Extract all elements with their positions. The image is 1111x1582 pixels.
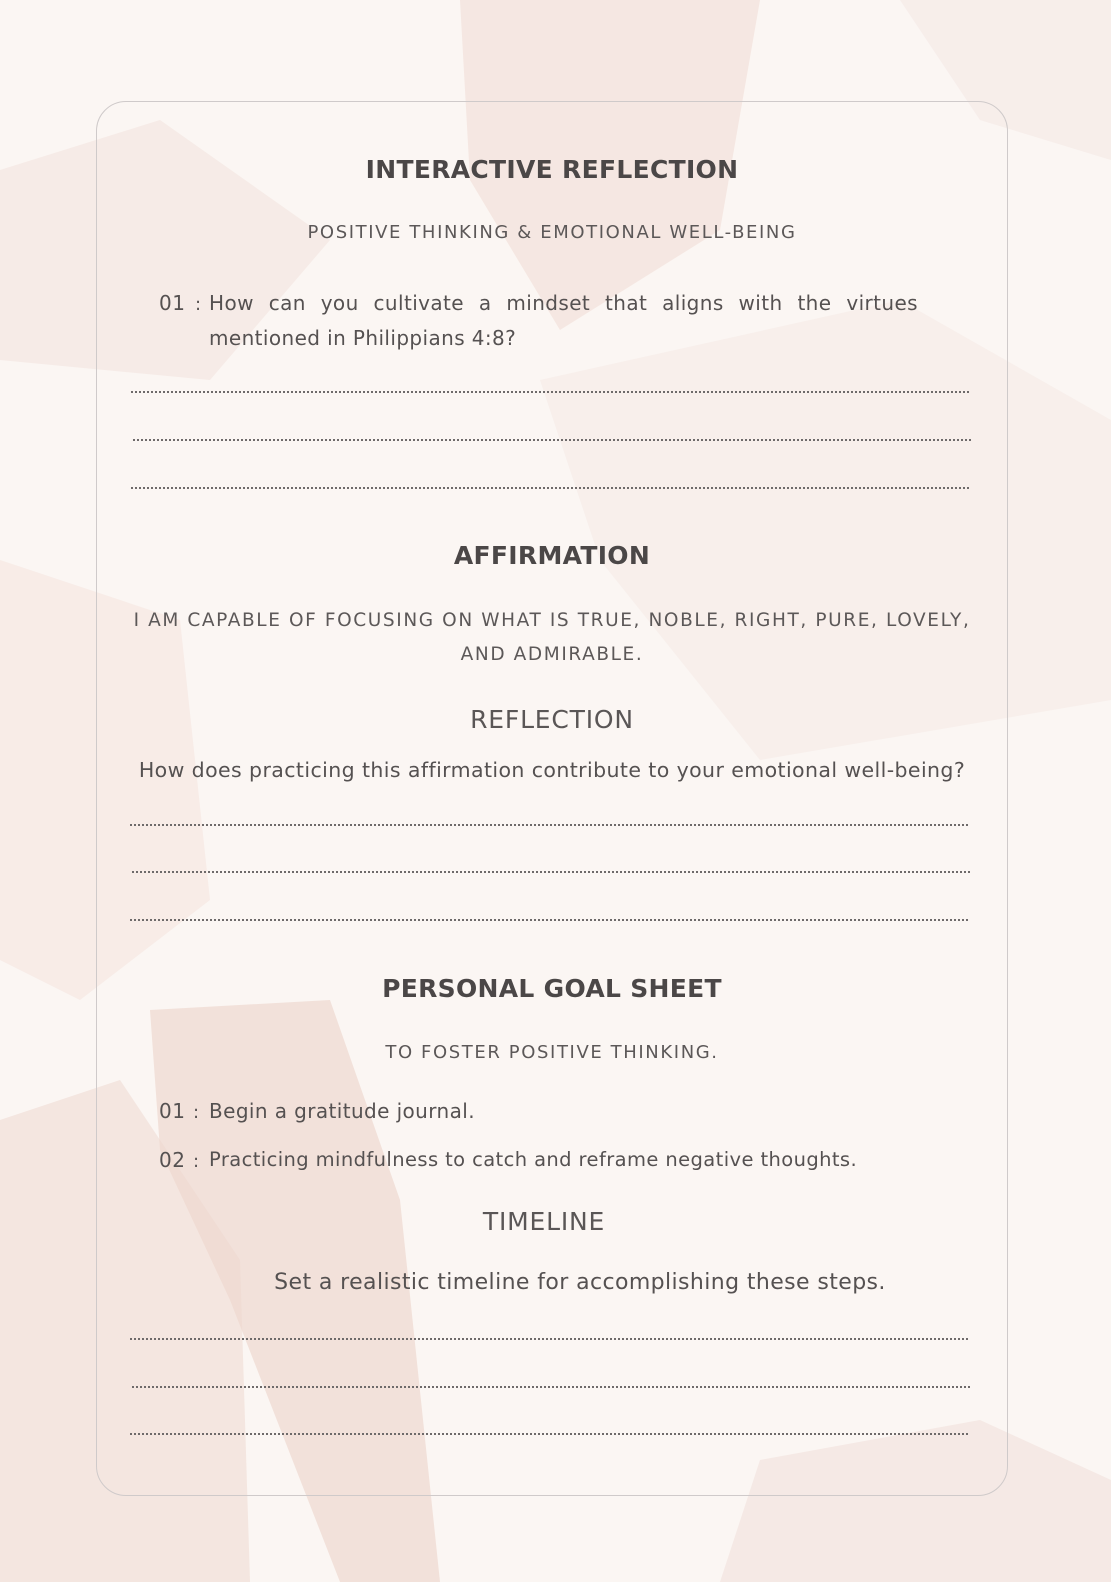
section-title-personal-goal-sheet: PERSONAL GOAL SHEET <box>382 974 722 1003</box>
step-number: 02 <box>159 1148 186 1172</box>
answer-line[interactable] <box>132 1386 970 1388</box>
question-separator: : <box>195 294 202 315</box>
section-title-reflection: REFLECTION <box>470 705 634 734</box>
answer-line[interactable] <box>130 919 968 921</box>
section-title-interactive-reflection: INTERACTIVE REFLECTION <box>365 155 739 184</box>
step-text: Practicing mindfulness to catch and reframe negative thoughts. <box>209 1148 858 1171</box>
question-text-line-2: mentioned in Philippians 4:8? <box>209 326 517 350</box>
affirmation-text-line-1: I AM CAPABLE OF FOCUSING ON WHAT IS TRUE, NOBLE, RIGHT, PURE, LOVELY, <box>133 610 971 631</box>
section-title-affirmation: AFFIRMATION <box>453 541 651 570</box>
answer-line[interactable] <box>130 1338 968 1340</box>
answer-line[interactable] <box>131 391 969 393</box>
step-number: 01 <box>159 1099 186 1123</box>
section-subtitle: POSITIVE THINKING & EMOTIONAL WELL-BEING <box>307 222 797 243</box>
answer-line[interactable] <box>130 824 968 826</box>
affirmation-text-line-2: AND ADMIRABLE. <box>460 644 644 665</box>
answer-line[interactable] <box>131 487 969 489</box>
reflection-prompt: How does practicing this affirmation contribute to your emotional well-being? <box>138 758 966 782</box>
section-title-timeline: TIMELINE <box>482 1207 606 1236</box>
timeline-prompt: Set a realistic timeline for accomplishing these steps. <box>274 1270 886 1295</box>
question-text-line-1: How can you cultivate a mindset that aligns with the virtues <box>209 291 918 315</box>
answer-line[interactable] <box>130 1433 968 1435</box>
answer-line[interactable] <box>132 871 970 873</box>
step-separator: : <box>193 1151 200 1172</box>
question-number: 01 <box>159 291 186 315</box>
goal-subtitle: TO FOSTER POSITIVE THINKING. <box>385 1042 719 1063</box>
step-separator: : <box>193 1102 200 1123</box>
step-text: Begin a gratitude journal. <box>209 1099 475 1123</box>
answer-line[interactable] <box>133 439 971 441</box>
